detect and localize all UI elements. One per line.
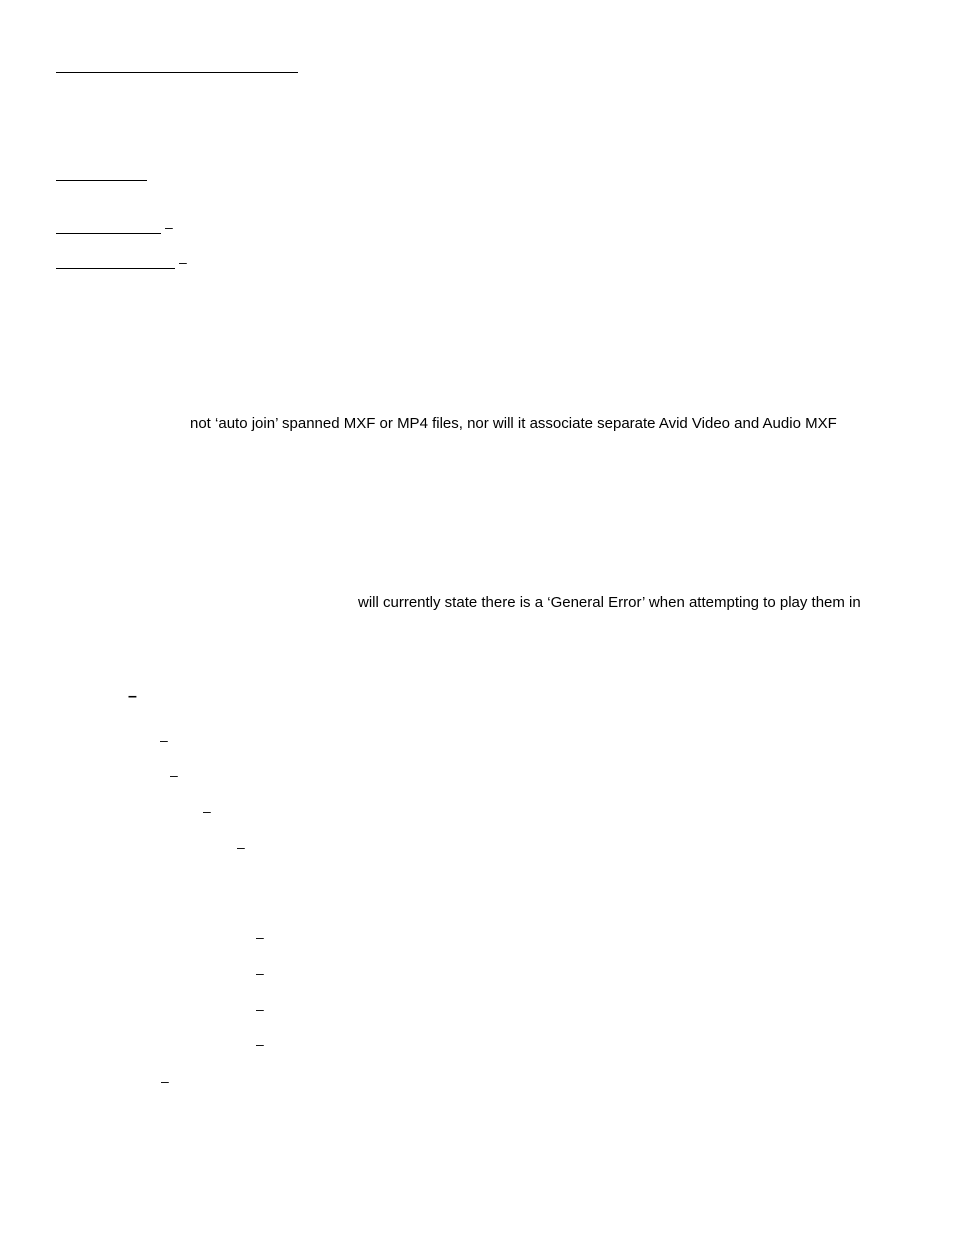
- term-dash-2: –: [179, 254, 187, 270]
- term-underline-2: [56, 268, 175, 269]
- list-dash-8: –: [256, 1001, 264, 1017]
- list-dash-5: –: [237, 839, 245, 855]
- list-dash-2: –: [160, 732, 168, 748]
- list-dash-6: –: [256, 929, 264, 945]
- list-dash-9: –: [256, 1036, 264, 1052]
- list-dash-3: –: [170, 767, 178, 783]
- list-dash-4: –: [203, 803, 211, 819]
- list-dash-7: –: [256, 965, 264, 981]
- term-dash-1: –: [165, 219, 173, 235]
- section-heading-underline: [56, 180, 147, 181]
- list-dash-10: –: [161, 1073, 169, 1089]
- list-dash-1: –: [128, 688, 137, 705]
- body-text-line-2: will currently state there is a ‘General Error’ when attempting to play them in: [358, 594, 861, 611]
- body-text-line-1: not ‘auto join’ spanned MXF or MP4 files, nor will it associate separate Avid Video and Audio MXF: [190, 415, 837, 432]
- title-underline: [56, 72, 298, 73]
- term-underline-1: [56, 233, 161, 234]
